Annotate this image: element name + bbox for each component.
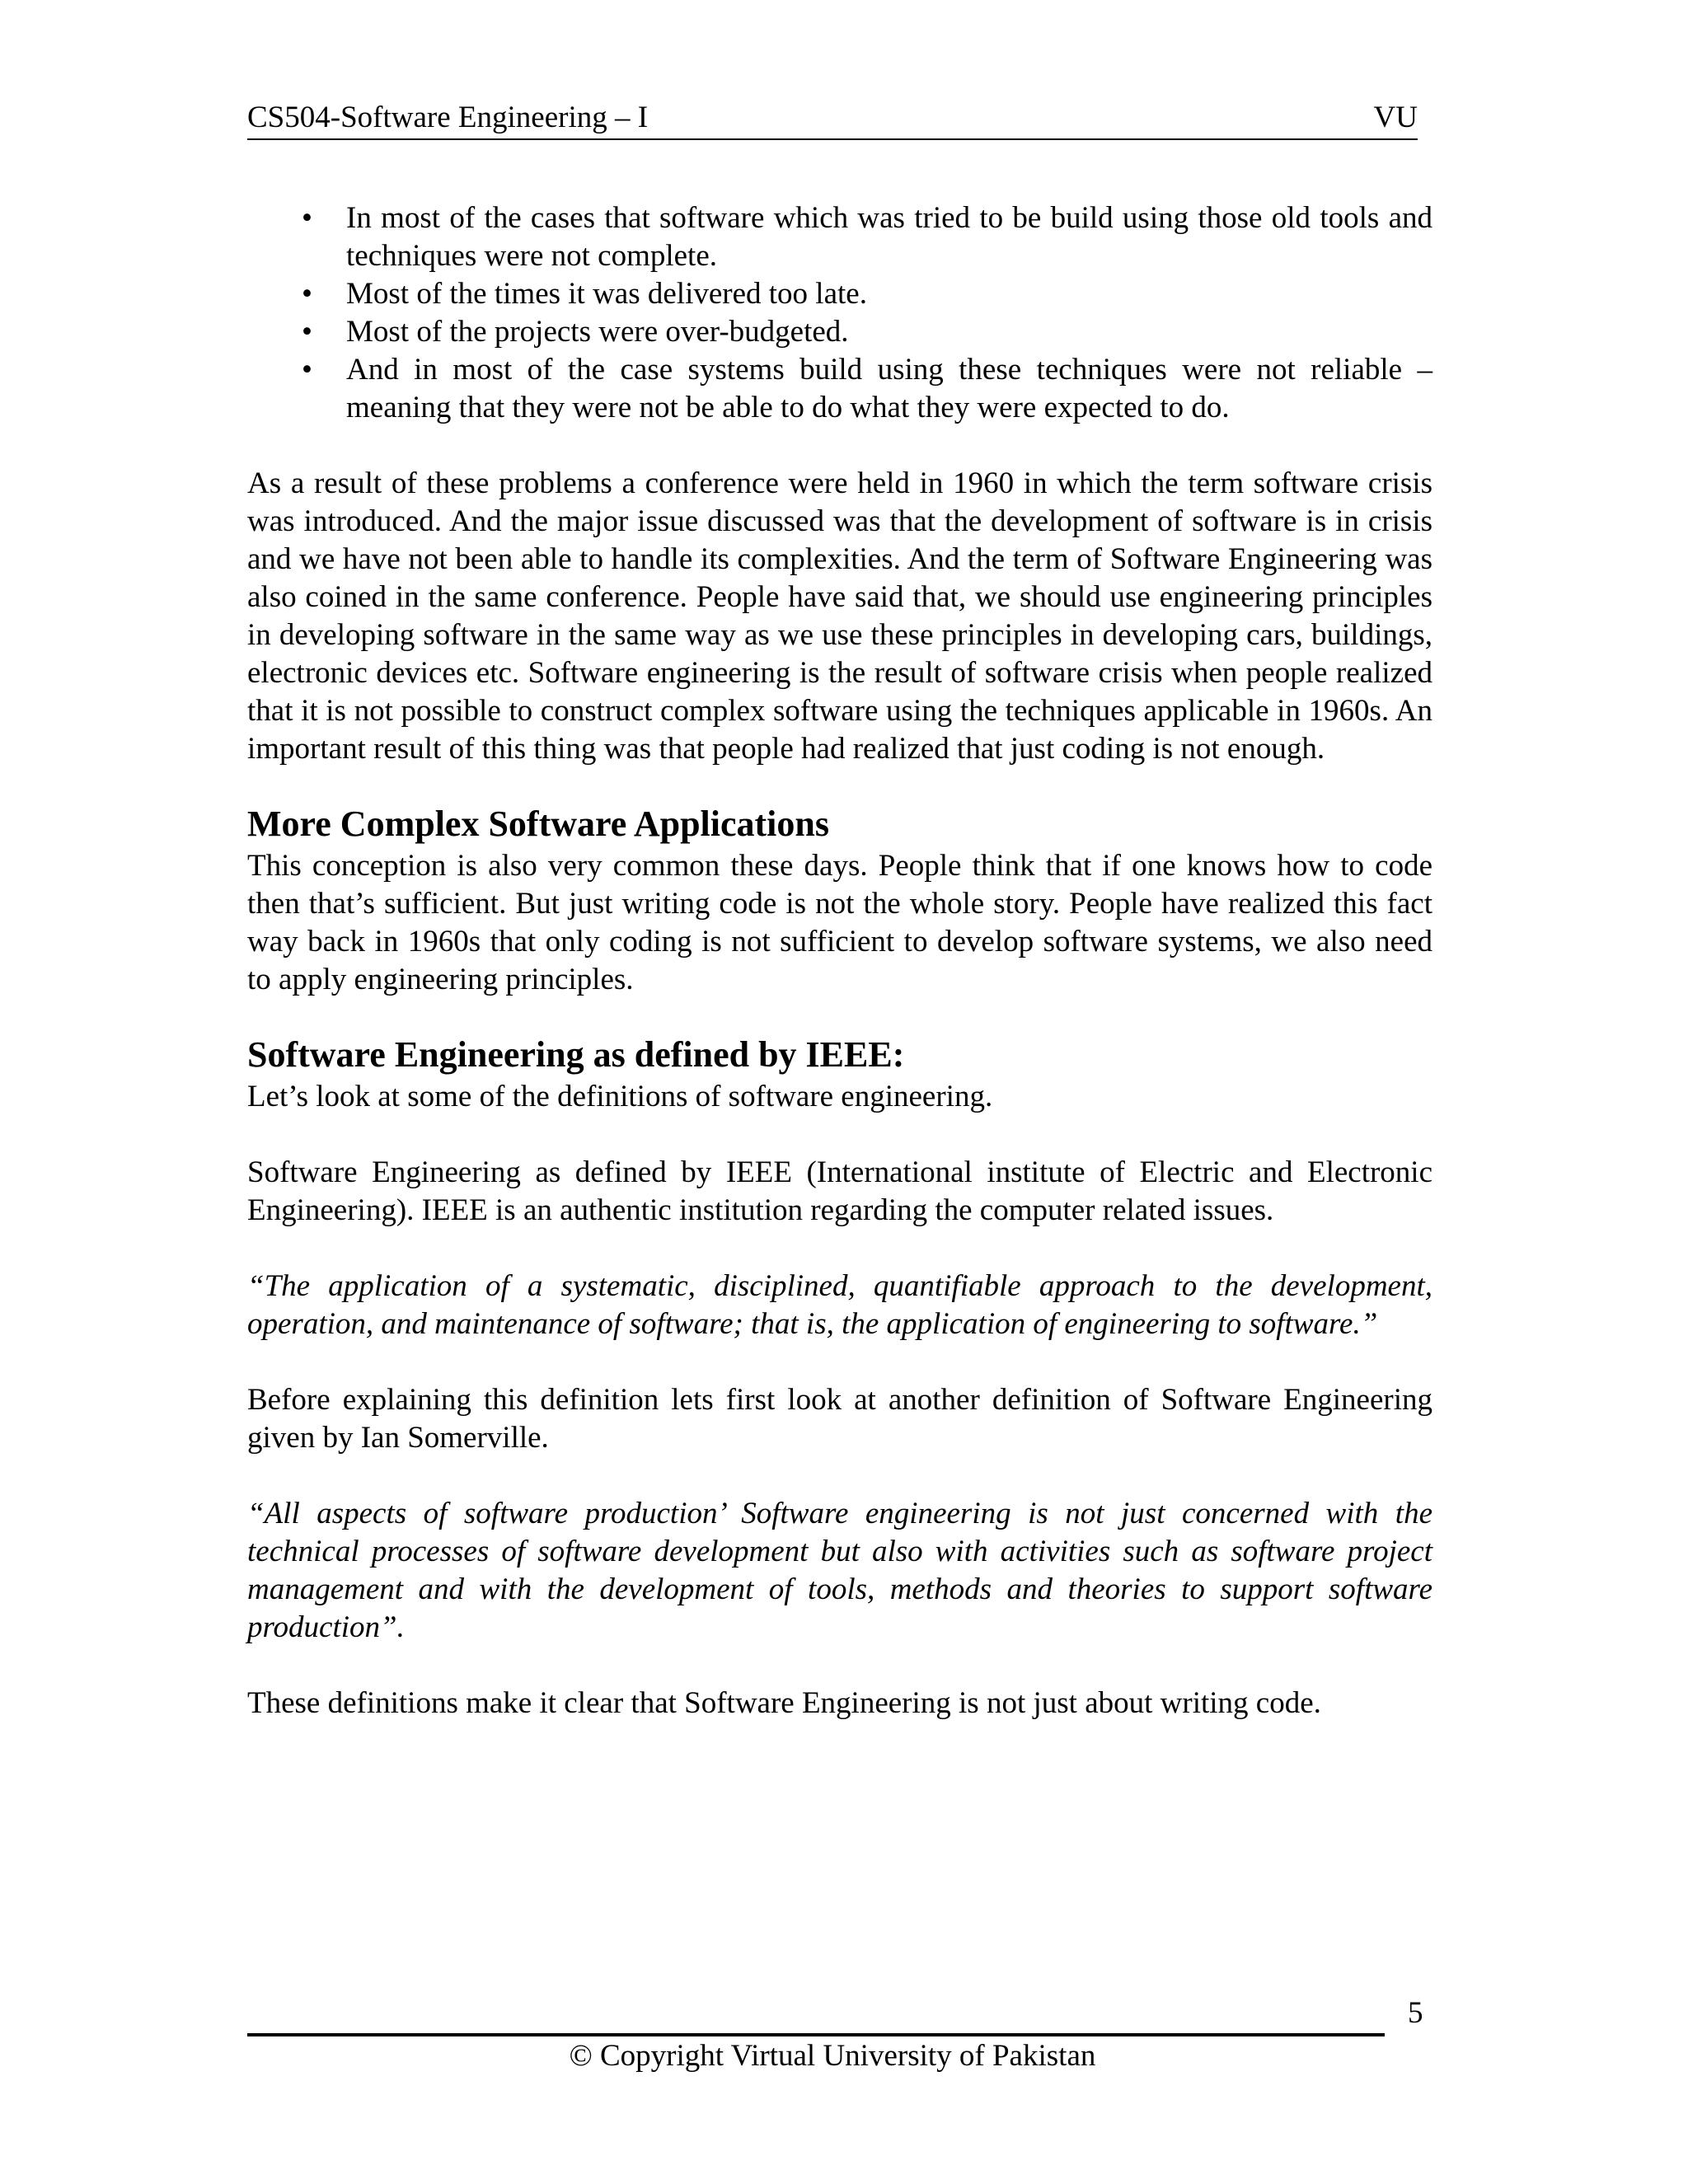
ieee-definition-quote: “The application of a systematic, disciplined, quantifiable approach to the development, operation, and maintenance of software; that is, the application of engineering to software.” bbox=[247, 1269, 1432, 1341]
page-header bbox=[247, 97, 1418, 140]
list-item-text: Most of the projects were over-budgeted. bbox=[346, 315, 849, 349]
problem-bullet-list bbox=[247, 199, 1432, 427]
bullet-icon: • bbox=[302, 353, 312, 387]
list-item bbox=[247, 275, 1432, 313]
section-heading-ieee-definition: Software Engineering as defined by IEEE: bbox=[247, 1034, 905, 1075]
list-item-text: In most of the cases that software which was tried to be build using those old tools and techniques were not complete. bbox=[346, 201, 1432, 273]
list-item bbox=[247, 199, 1432, 275]
bullet-icon: • bbox=[302, 315, 312, 349]
somerville-intro-paragraph: Before explaining this definition lets first look at another definition of Software Engineering given by Ian Somerville. bbox=[247, 1383, 1432, 1455]
page-content bbox=[247, 199, 1432, 1722]
section-heading-complex-applications: More Complex Software Applications bbox=[247, 804, 829, 844]
complex-applications-paragraph: This conception is also very common these days. People think that if one knows how to code then that’s sufficient. But just writing code is not the whole story. People have realized this fact way back in 1960s that only coding is not sufficient to develop software systems, we also need to apply engineering principles. bbox=[247, 849, 1432, 996]
conclusion-paragraph: These definitions make it clear that Software Engineering is not just about writing code. bbox=[247, 1686, 1321, 1720]
page-number: 5 bbox=[1408, 1996, 1423, 2030]
list-item bbox=[247, 351, 1432, 427]
bullet-icon: • bbox=[302, 277, 312, 311]
institution-abbrev: VU bbox=[1373, 101, 1418, 134]
software-crisis-paragraph: As a result of these problems a conference were held in 1960 in which the term software crisis was introduced. And the major issue discussed was that the development of software is in crisis and we have not been able to handle its complexities. And the term of Software Engineering was also coined in the same conference. People have said that, we should use engineering principles in developing software in the same way as we use these principles in developing cars, buildings, electronic devices etc. Software engineering is the result of software crisis when people realized that it is not possible to construct complex software using the techniques applicable in 1960s. An important result of this thing was that people had realized that just coding is not enough. bbox=[247, 466, 1432, 766]
list-item bbox=[247, 313, 1432, 351]
copyright-notice: © Copyright Virtual University of Pakistan bbox=[569, 2039, 1096, 2073]
list-item-text: And in most of the case systems build using these techniques were not reliable – meaning that they were not be able to do what they were expected to do. bbox=[346, 353, 1432, 424]
somerville-definition-quote: “All aspects of software production’ Software engineering is not just concerned with the technical processes of software development but also with activities such as software project management and with the development of tools, methods and theories to support software production”. bbox=[247, 1497, 1432, 1644]
definitions-intro: Let’s look at some of the definitions of software engineering. bbox=[247, 1080, 993, 1113]
bullet-icon: • bbox=[302, 201, 312, 235]
course-title: CS504-Software Engineering – I bbox=[247, 101, 649, 134]
list-item-text: Most of the times it was delivered too late. bbox=[346, 277, 867, 311]
ieee-paragraph: Software Engineering as defined by IEEE (International institute of Electric and Electronic Engineering). IEEE is an authentic institution regarding the computer related issues. bbox=[247, 1155, 1432, 1227]
